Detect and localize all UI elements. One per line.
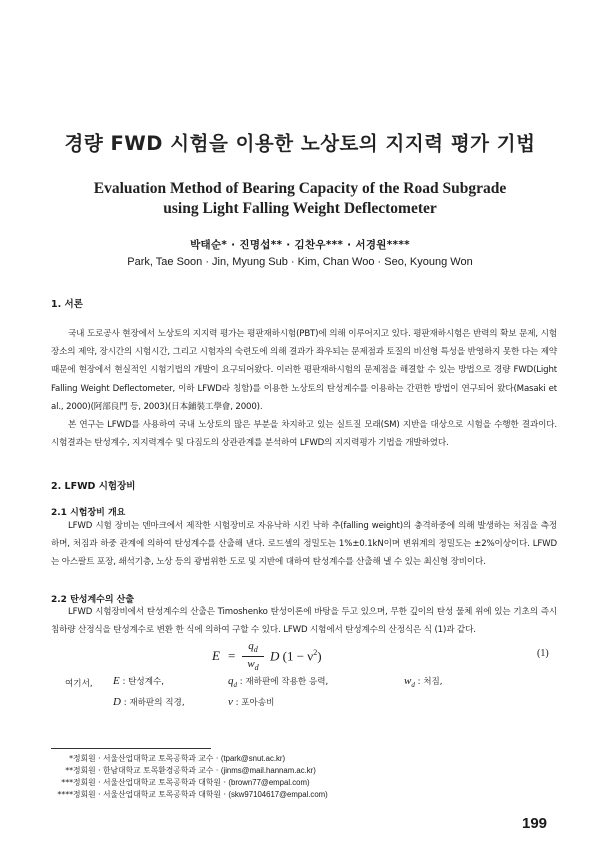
section-2-1-heading: 2.1 시험장비 개요 <box>51 508 126 518</box>
where-D-desc: : 재하판의 직경, <box>123 698 185 708</box>
equation-equals: = <box>228 648 236 663</box>
footnote-2: **정회원 · 한남대학교 토목환경공학과 교수 · (jinms@mail.hannam.ac.kr) <box>65 766 316 775</box>
where-qd: $q_d$ : 재하판에 작용한 응력, <box>228 675 329 690</box>
where-v-desc: : 포아송비 <box>235 698 275 708</box>
symbol-E: E <box>113 675 120 687</box>
title-english-line1: Evaluation Method of Bearing Capacity of the Road Subgrade <box>93 180 507 197</box>
section-2-2-heading: 2.2 탄성계수의 산출 <box>51 595 135 605</box>
footnote-4: ****정회원 · 서울산업대학교 토목공학과 대학원 · (skw97104617@empal.com) <box>57 790 328 799</box>
where-lead: 여기서, <box>65 679 93 689</box>
where-E-desc: : 탄성계수, <box>122 677 165 687</box>
title-english-line2: using Light Falling Weight Deflectometer <box>163 200 437 217</box>
section-1-paragraph-1: 국내 도로공사 현장에서 노상토의 지지력 평가는 평판재하시험(PBT)에 의해 이루어지고 있다. 평판재하시험은 반력의 확보 문제, 시험장소의 제약, 장시간의 시험시간, 그리고 시험자의 숙련도에 의해 결과가 좌우되는 문제점과 토질의 비선형 특성을 반영하지 못한 다는 제약 때문에 현장에서 현실적인 시험기법의 개발이 요구되어왔다. 이러한 평판재하시험의 문제점을 해결할 수 있는 방법으로 경량 FWD(Light Falling Weight Deflectometer, 이하 LFWD라 칭함)를 이용한 노상토의 탄성계수를 이용하는 간편한 방법이 연구되어 왔다(Masaki et al., 2000)(阿部良門 등, 2003)(日本鋪裝工學會, 2000). <box>51 329 557 412</box>
symbol-nu: ν <box>228 696 233 708</box>
footnote-divider <box>51 748 211 749</box>
equation-lhs: E <box>212 648 220 663</box>
section-1-heading: 1. 서론 <box>51 299 83 310</box>
where-E <box>113 675 164 687</box>
where-qd-desc: : 재하판에 작용한 응력, <box>239 677 329 687</box>
equation-rest: D $(1 - \nu^2)$ <box>270 648 322 664</box>
equation-1 <box>200 640 560 674</box>
where-wd: $w_d$ : 처짐, <box>404 675 443 690</box>
footnote-1: *정회원 · 서울산업대학교 토목공학과 교수 · (tpark@snut.ac.kr) <box>69 754 286 763</box>
page-number: 199 <box>522 815 548 832</box>
authors-korean: 박태순* · 진명섭** · 김찬우*** · 서경원**** <box>190 239 410 251</box>
where-wd-desc: : 처짐, <box>417 677 443 687</box>
section-1-paragraph-2: 본 연구는 LFWD를 사용하여 국내 노상토의 많은 부분을 차지하고 있는 실트질 모래(SM) 지반을 대상으로 시험을 수행한 결과이다. 시험결과는 탄성계수, 지지력계수 및 다짐도의 상관관계를 분석하여 LFWD의 지지력평가 기법을 개발하였다. <box>51 420 557 449</box>
equation-numerator: $q_d$ <box>242 640 264 657</box>
equation-number: (1) <box>537 648 549 659</box>
where-D <box>113 696 185 708</box>
symbol-D: D <box>113 696 121 708</box>
section-2-1-paragraph: LFWD 시험 장비는 덴마크에서 제작한 시험장비로 자유낙하 시킨 낙하 추(falling weight)의 충격하중에 의해 발생하는 처짐을 측정하며, 처짐과 하중 관계에 의하여 탄성계수를 산출해 낸다. 로드셀의 정밀도는 1%±0.1kN이며 변위계의 정밀도는 ±2%이상이다. LFWD는 아스팔트 포장, 쇄석기층, 노상 등의 광범위한 도로 및 지반에 대하여 탄성계수를 산출해 낼 수 있는 최신형 장비이다. <box>51 521 557 568</box>
section-2-2-paragraph: LFWD 시험장비에서 탄성계수의 산출은 Timoshenko 탄성이론에 바탕을 두고 있으며, 무한 깊이의 탄성 물체 위에 있는 기초의 즉시 침하량 산정식을 탄성계수로 변환 한 식에 의하여 구할 수 있다. LFWD 시험에서 탄성계수의 산정식은 식 (1)과 같다. <box>51 607 557 636</box>
title-korean: 경량 FWD 시험을 이용한 노상토의 지지력 평가 기법 <box>64 132 536 155</box>
where-v <box>228 696 274 708</box>
equation-denominator: $w_d$ <box>247 658 259 673</box>
authors-english: Park, Tae Soon · Jin, Myung Sub · Kim, Chan Woo · Seo, Kyoung Won <box>127 256 473 268</box>
footnote-3: ***정회원 · 서울산업대학교 토목공학과 대학원 · (brown77@empal.com) <box>61 778 310 787</box>
equation-fraction <box>242 640 264 675</box>
section-2-heading: 2. LFWD 시험장비 <box>51 481 136 492</box>
